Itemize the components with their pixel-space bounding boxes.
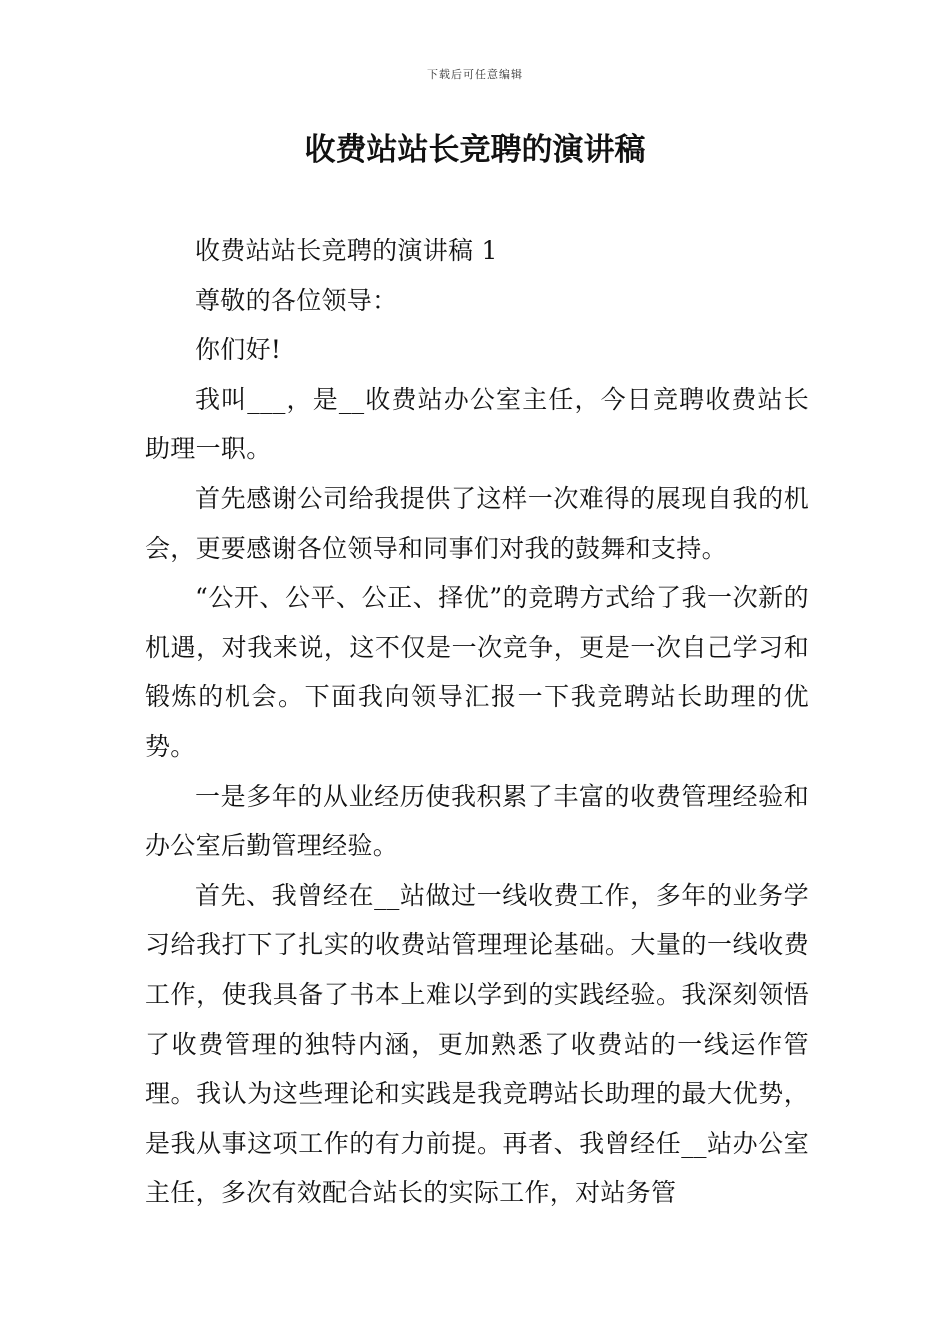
paragraph-advantage-one: 一是多年的从业经历使我积累了丰富的收费管理经验和办公室后勤管理经验。 — [145, 781, 809, 861]
document-title: 收费站站长竞聘的演讲稿 — [304, 132, 646, 168]
paragraph-introduction: 我叫___，是__收费站办公室主任，今日竞聘收费站长助理一职。 — [145, 384, 809, 464]
paragraph-greeting: 你们好! — [195, 335, 282, 365]
paragraph-subtitle: 收费站站长竞聘的演讲稿 1 — [195, 236, 498, 265]
document-body — [145, 226, 809, 1218]
header-note: 下载后可任意编辑 — [427, 68, 523, 81]
paragraph-thanks: 首先感谢公司给我提供了这样一次难得的展现自我的机会，更要感谢各位领导和同事们对我的鼓舞和支持。 — [145, 483, 809, 563]
paragraph-opportunity: “公开、公平、公正、择优”的竞聘方式给了我一次新的机遇，对我来说，这不仅是一次竞争，更是一次自己学习和锻炼的机会。下面我向领导汇报一下我竞聘站长助理的优势。 — [145, 583, 809, 761]
paragraph-experience: 首先、我曾经在__站做过一线收费工作，多年的业务学习给我打下了扎实的收费站管理理论基础。大量的一线收费工作，使我具备了书本上难以学到的实践经验。我深刻领悟了收费管理的独特内涵，更加熟悉了收费站的一线运作管理。我认为这些理论和实践是我竞聘站长助理的最大优势，是我从事这项工作的有力前提。再者、我曾经任__站办公室主任，多次有效配合站长的实际工作，对站务管 — [145, 880, 809, 1208]
paragraph-salutation: 尊敬的各位领导： — [195, 285, 398, 315]
